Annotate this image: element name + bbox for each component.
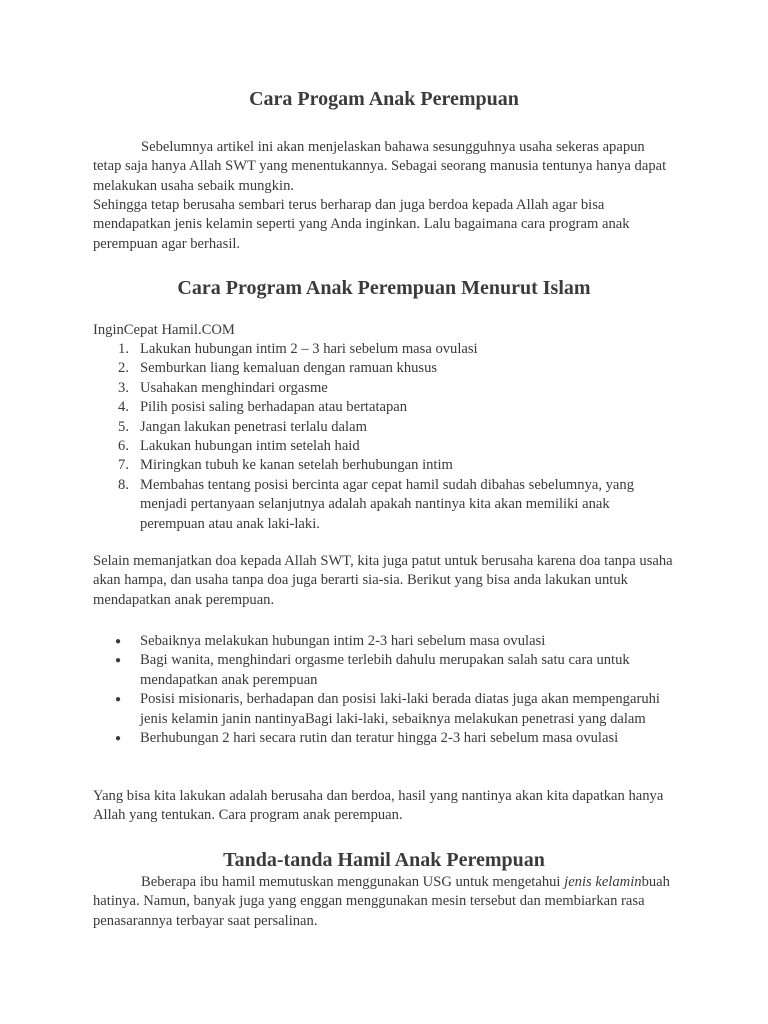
last-paragraph-text-1: Beberapa ibu hamil memutuskan menggunakan USG untuk mengetahui: [141, 874, 565, 890]
list-number: 6.: [118, 438, 129, 455]
list-item-text: Jangan lakukan penetrasi terlalu dalam: [140, 418, 367, 435]
intro-paragraph-1: Sebelumnya artikel ini akan menjelaskan bahawa sesungguhnya usaha sekeras apapun tetap saja hanya Allah SWT yang menentukannya. Sebagai seorang manusia tentunya hanya dapat melakukan usaha sebaik mungkin.: [93, 139, 667, 194]
list-item-text: Miringkan tubuh ke kanan setelah berhubungan intim: [140, 457, 453, 474]
bullet-item: [93, 690, 675, 729]
list-item-text: Lakukan hubungan intim setelah haid: [140, 438, 360, 455]
list-item: [93, 476, 675, 534]
list-item: [93, 359, 675, 378]
list-item-text: Pilih posisi saling berhadapan atau bertatapan: [140, 399, 408, 416]
bullet-item: [93, 632, 675, 651]
closing-paragraph: Yang bisa kita lakukan adalah berusaha dan berdoa, hasil yang nantinya akan kita dapatkan hanya Allah yang tentukan. Cara program anak perempuan.: [93, 788, 664, 824]
list-item-text: Lakukan hubungan intim 2 – 3 hari sebelum masa ovulasi: [140, 341, 478, 357]
list-number: 1.: [118, 341, 129, 357]
numbered-list: [93, 340, 675, 534]
bullet-icon: ●: [115, 694, 122, 706]
list-item: [93, 418, 675, 437]
bullet-item-text: Berhubungan 2 hari secara rutin dan teratur hingga 2-3 hari sebelum masa ovulasi: [140, 730, 619, 747]
list-number: 5.: [118, 418, 129, 435]
last-paragraph-text-2: buah hatinya. Namun, banyak juga yang enggan menggunakan mesin tersebut dan membiarkan rasa penasarannya terbayar saat persalinan.: [93, 874, 670, 929]
list-item: [93, 340, 675, 359]
paragraph-after-list: Selain memanjatkan doa kepada Allah SWT, kita juga patut untuk berusaha karena doa tanpa usaha akan hampa, dan usaha tanpa doa juga berarti sia-sia. Berikut yang bisa anda lakukan untuk mendapatkan anak perempuan.: [93, 553, 673, 608]
list-item-text: Membahas tentang posisi bercinta agar cepat hamil sudah dibahas sebelumnya, yang menjadi pertanyaan selanjutnya adalah apakah nantinya kita akan memiliki anak perempuan atau anak laki-laki.: [140, 476, 635, 532]
bullet-item: [93, 729, 675, 748]
last-paragraph-italic: jenis kelamin: [564, 874, 642, 890]
bullet-item-text: Bagi wanita, menghindari orgasme terlebih dahulu merupakan salah satu cara untuk mendapatkan anak perempuan: [140, 652, 630, 688]
bullet-icon: ●: [115, 655, 122, 667]
bullet-item-text: Sebaiknya melakukan hubungan intim 2-3 hari sebelum masa ovulasi: [140, 633, 546, 649]
list-item: [93, 456, 675, 475]
source-line: InginCepat Hamil.COM: [93, 322, 235, 338]
list-number: 8.: [118, 476, 129, 493]
list-number: 3.: [118, 379, 129, 396]
bullet-icon: ●: [115, 636, 122, 647]
list-item: [93, 437, 675, 456]
list-number: 2.: [118, 360, 129, 377]
title-cara-progam: Cara Progam Anak Perempuan: [249, 88, 519, 110]
intro-paragraph-2: Sehingga tetap berusaha sembari terus berharap dan juga berdoa kepada Allah agar bisa mendapatkan jenis kelamin seperti yang Anda inginkan. Lalu bagaimana cara program anak perempuan agar berhasil.: [93, 197, 630, 252]
bullet-list: [93, 632, 675, 748]
list-item: [93, 379, 675, 398]
list-item-text: Semburkan liang kemaluan dengan ramuan khusus: [140, 360, 438, 377]
last-paragraph: [93, 873, 675, 931]
list-number: 4.: [118, 399, 129, 416]
title-tanda-hamil: Tanda-tanda Hamil Anak Perempuan: [223, 849, 545, 871]
bullet-icon: ●: [115, 733, 122, 745]
title-menurut-islam: Cara Program Anak Perempuan Menurut Islam: [177, 277, 591, 299]
list-item-text: Usahakan menghindari orgasme: [140, 379, 328, 396]
bullet-item-text: Posisi misionaris, berhadapan dan posisi laki-laki berada diatas juga akan mempengaruhi jenis kelamin janin nantinyaBagi laki-laki, sebaiknya melakukan penetrasi yang dalam: [140, 691, 660, 727]
list-number: 7.: [118, 457, 129, 474]
list-item: [93, 398, 675, 417]
bullet-item: [93, 651, 675, 690]
